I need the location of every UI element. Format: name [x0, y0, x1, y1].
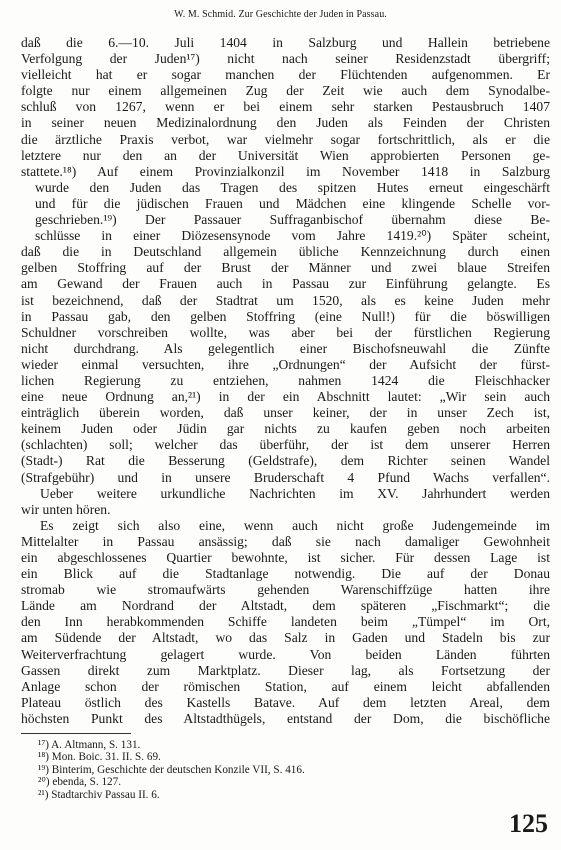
text-line: (Strafgebühr) und in unsere Bruderschaft 4 Pfund Wachs verfallen“. [21, 469, 550, 485]
text-line: am Gewand der Frauen auch in Passau zur Einführung gelangte. Es [21, 276, 550, 292]
text-line: letztere nur den an der Universität Wien approbierten Personen ge- [21, 147, 550, 163]
text-line: vielleicht hat er sogar manchen der Flüchtenden aufgenommen. Er [21, 67, 550, 83]
text-line: Ueber weitere urkundliche Nachrichten im XV. Jahrhundert werden [40, 485, 550, 501]
text-line: (Stadt-) Rat die Besserung (Geldstrafe), dem Richter seinen Wandel [21, 453, 550, 469]
text-line: am Südende der Altstadt, wo das Salz in Gaden und Stadeln bis zur [21, 630, 550, 646]
text-line: höchsten Punkt des Altstadthügels, entstand der Dom, die bischöfliche [21, 710, 550, 726]
text-line: wieder einmal versuchten, ihre „Ordnungen“ der Aufsicht der fürst- [21, 356, 550, 372]
footnote: ¹⁹) Binterim, Geschichte der deutschen Konzile VII, S. 416. [38, 763, 305, 776]
footnote: ²¹) Stadtarchiv Passau II. 6. [38, 788, 160, 801]
running-head: W. M. Schmid. Zur Geschichte der Juden in Passau. [174, 9, 387, 20]
text-line: (schlachten) soll; welcher das überführ, der ist dem unserer Herren [21, 437, 550, 453]
page-number: 125 [509, 809, 548, 838]
text-line: einträglich überein worden, daß unser keiner, der in unser Zech ist, [21, 405, 550, 421]
text-line: und für die jüdischen Frauen und Mädchen eine klingende Schelle vor- [35, 195, 550, 211]
text-line: Es zeigt sich also eine, wenn auch nicht große Judengemeinde im [40, 517, 550, 533]
text-line: folgte nur einem allgemeinen Zug der Zeit wie auch dem Synodalbe- [21, 83, 550, 99]
text-line: daß die 6.—10. Juli 1404 in Salzburg und Hallein betriebene [21, 35, 550, 50]
text-line: in Passau gab, den gelben Stoffring (eine Null!) für die böswilligen [21, 308, 550, 324]
footnote: ¹⁷) A. Altmann, S. 131. [38, 739, 141, 751]
text-line: stattete.¹⁸) Auf einem Provinzialkonzil im November 1418 in Salzburg [21, 163, 550, 179]
text-line: wurde den Juden das Tragen des spitzen Hutes erneut eingeschärft [35, 179, 550, 195]
text-line: ein abgeschlossenes Quartier bewohnte, ist sicher. Für dessen Lage ist [21, 550, 550, 565]
body-text [21, 35, 550, 727]
text-line: Plateau östlich des Kastells Batave. Auf dem letzten Areal, dem [21, 694, 550, 710]
footnote: ¹⁸) Mon. Boic. 31. II. S. 69. [38, 751, 161, 764]
text-line: nicht durchdrang. Als gelegentlich einer Bischofsneuwahl die Zünfte [21, 340, 550, 356]
text-line: lichen Regierung zu entziehen, nahmen 1424 die Fleischhacker [21, 372, 550, 388]
text-line: Weiterverfrachtung gelagert wurde. Von beiden Länden führten [21, 646, 550, 662]
footnote-divider [21, 733, 131, 734]
text-line: Mittelalter in Passau ansässig; daß sie nach damaliger Gewohnheit [21, 533, 550, 549]
text-line: Lände am Nordrand der Altstadt, dem späteren „Fischmarkt“; die [21, 598, 550, 614]
footnotes [38, 739, 458, 801]
text-line: ein Blick auf die Stadtanlage notwendig. Die auf der Donau [21, 566, 550, 582]
text-line: schlüsse in einer Diözesensynode vom Jahre 1419.²⁰) Später scheint, [35, 228, 550, 244]
text-line: die ärztliche Praxis verbot, war vielmehr sogar fortschrittlich, als er die [21, 131, 550, 147]
text-line: Gassen direkt zum Marktplatz. Dieser lag, als Fortsetzung der [21, 662, 550, 678]
text-line: schluß von 1267, wenn er bei einem sehr starken Pestausbruch 1407 [21, 99, 550, 115]
text-line: keinem Juden oder Jüdin gar nichts zu kaufen geben noch arbeiten [21, 421, 550, 437]
text-line: gelben Stoffring auf der Brust der Männer und zwei blaue Streifen [21, 260, 550, 276]
text-line: daß die in Deutschland allgemein übliche Kennzeichnung durch einen [21, 244, 550, 260]
text-line: in seiner neuen Medizinalordnung den Juden als Feinden der Christen [21, 115, 550, 131]
text-line: Anlage schon der römischen Station, auf einem leicht abfallenden [21, 678, 550, 694]
text-line: stromab wie stromaufwärts gehenden Warenschiffzüge hatten ihre [21, 582, 550, 598]
text-line: Schuldner vorschreiben wollte, was aber bei der fürstlichen Regierung [21, 324, 550, 340]
text-line: den Inn herabkommenden Schiffe landeten beim „Tümpel“ im Ort, [21, 614, 550, 630]
text-line: wir unten hören. [21, 501, 111, 517]
text-line: ist bezeichnend, daß der Stadtrat um 1520, als es keine Juden mehr [21, 292, 550, 308]
text-line: geschrieben.¹⁹) Der Passauer Suffraganbischof übernahm diese Be- [35, 212, 550, 228]
text-line: eine neue Ordnung an,²¹) in der ein Abschnitt lautet: „Wir sein auch [21, 389, 550, 405]
text-line: Verfolgung der Juden¹⁷) nicht nach seiner Residenzstadt übergriff; [21, 51, 550, 67]
footnote: ²⁰) ebenda, S. 127. [38, 776, 122, 789]
